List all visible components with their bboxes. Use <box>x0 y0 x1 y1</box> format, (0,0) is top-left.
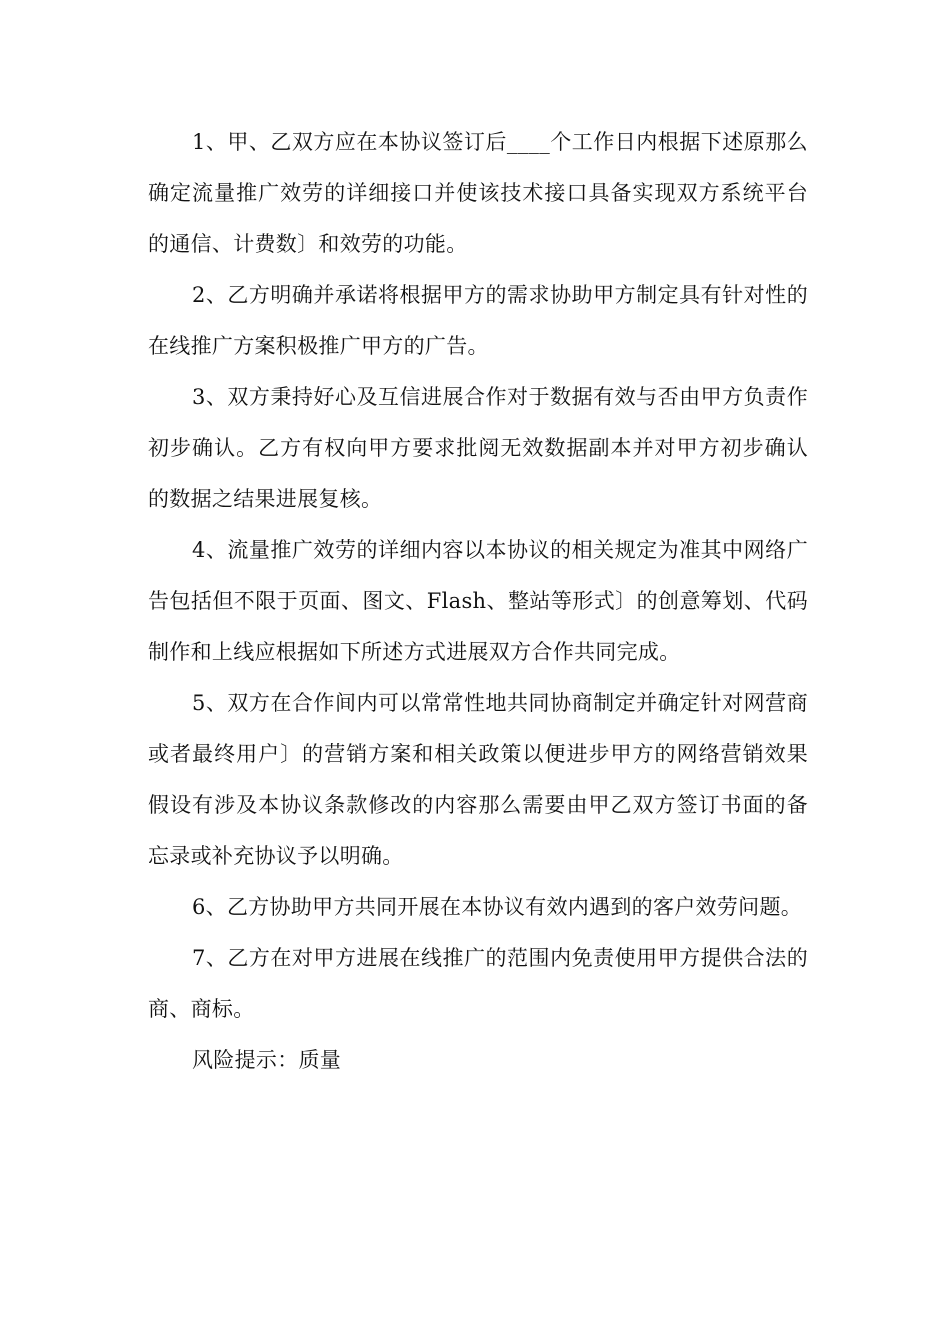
clause-7: 7、乙方在对甲方进展在线推广的范围内免责使用甲方提供合法的商、商标。 <box>148 946 808 1021</box>
clause-5: 5、双方在合作间内可以常常性地共同协商制定并确定针对网营商或者最终用户〕的营销方案和相关政策以便进步甲方的网络营销效果假设有涉及本协议条款修改的内容那么需要由甲乙双方签订书面的备忘录或补充协议予以明确。 <box>148 691 808 868</box>
clause-1: 1、甲、乙双方应在本协议签订后____个工作日内根据下述原那么确定流量推广效劳的详细接口并使该技术接口具备实现双方系统平台的通信、计费数〕和效劳的功能。 <box>148 130 808 256</box>
clause-6: 6、乙方协助甲方共同开展在本协议有效内遇到的客户效劳问题。 <box>192 895 803 919</box>
clause-2: 2、乙方明确并承诺将根据甲方的需求协助甲方制定具有针对性的在线推广方案积极推广甲方的广告。 <box>148 283 808 358</box>
clause-3: 3、双方秉持好心及互信进展合作对于数据有效与否由甲方负责作初步确认。乙方有权向甲方要求批阅无效数据副本并对甲方初步确认的数据之结果进展复核。 <box>148 385 808 511</box>
risk-notice: 风险提示：质量 <box>192 1048 342 1072</box>
clause-4: 4、流量推广效劳的详细内容以本协议的相关规定为准其中网络广告包括但不限于页面、图文、Flash、整站等形式〕的创意筹划、代码制作和上线应根据如下所述方式进展双方合作共同完成。 <box>148 538 808 664</box>
document-body <box>148 117 808 1086</box>
